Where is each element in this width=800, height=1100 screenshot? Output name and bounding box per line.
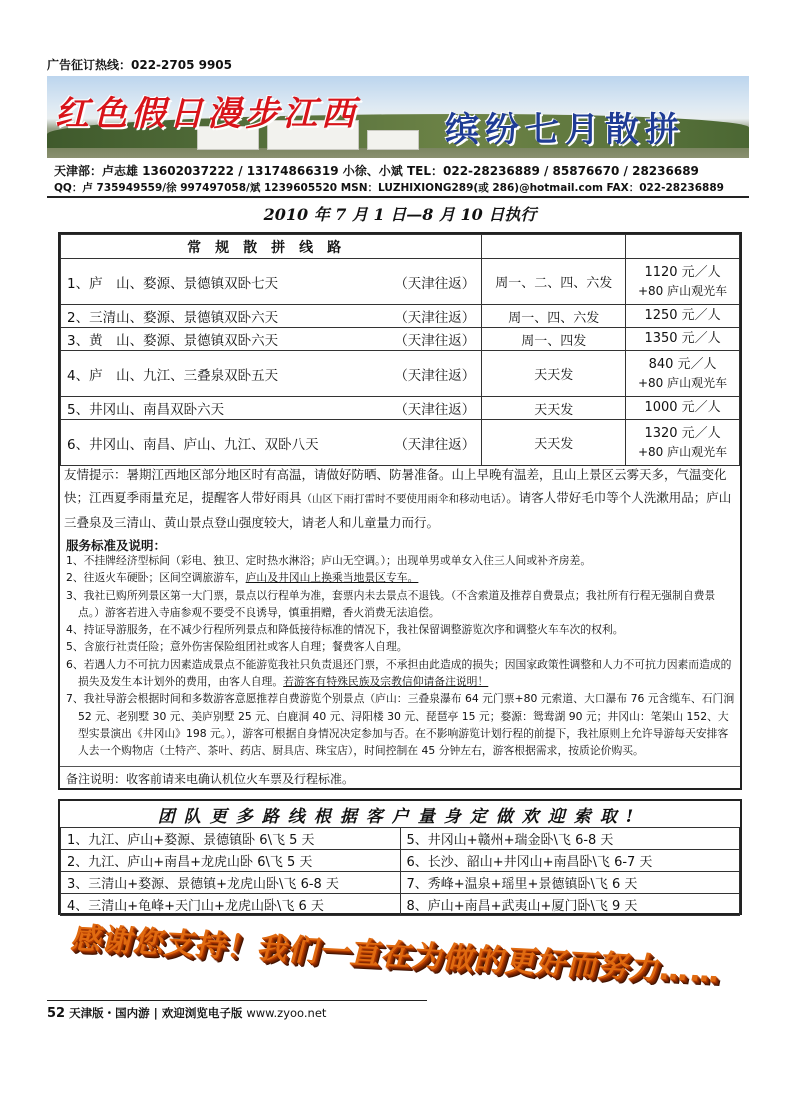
ad-hotline: 广告征订热线：022-2705 9905 bbox=[47, 58, 233, 72]
group-route: 2、九江、庐山+南昌+龙虎山卧 6\飞 5 天 bbox=[61, 850, 401, 872]
route-price: 1250 元／人 bbox=[626, 305, 740, 328]
remark: 备注说明：收客前请来电确认机位火车票及行程标准。 bbox=[66, 772, 355, 786]
group-route: 8、庐山+南昌+武夷山+厦门卧\飞 9 天 bbox=[400, 894, 740, 916]
route-frequency: 天天发 bbox=[482, 351, 626, 397]
edition-label: 天津版・国内游 bbox=[69, 1006, 150, 1020]
group-route: 6、长沙、韶山+井冈山+南昌卧\飞 6-7 天 bbox=[400, 850, 740, 872]
website-link[interactable]: www.zyoo.net bbox=[246, 1006, 327, 1020]
service-item: 4、持证导游服务，在不减少行程所列景点和降低接待标准的情况下，我社保留调整游览次序和调整火车车次的权利。 bbox=[66, 623, 624, 637]
service-item: 5、含旅行社责任险；意外伤害保险组团社或客人自理；餐费客人自理。 bbox=[66, 640, 408, 654]
divider bbox=[60, 766, 740, 767]
routes-table bbox=[60, 234, 740, 466]
route-price: 840 元／人 +80 庐山观光车 bbox=[626, 351, 740, 397]
group-route: 3、三清山+婺源、景德镇+龙虎山卧\飞 6-8 天 bbox=[61, 872, 401, 894]
divider bbox=[47, 196, 749, 198]
service-item: 6、若遇人力不可抗力因素造成景点不能游览我社只负责退还门票，不承担由此造成的损失；因国家政策性调整和人力不可抗力因素而造成的损失及发生本计划外的费用，由客人自理。若游客有特殊民族及宗教信仰请备注说明！ bbox=[66, 657, 732, 689]
route-price: 1350 元／人 bbox=[626, 328, 740, 351]
routes-header-blank bbox=[482, 235, 626, 259]
route-row bbox=[61, 397, 740, 420]
date-line: 2010 年 7 月 1 日—8 月 10 日执行 bbox=[263, 205, 537, 224]
route-row bbox=[61, 351, 740, 397]
table-row bbox=[61, 872, 740, 894]
service-item: 2、往返火车硬卧；区间空调旅游车，庐山及井冈山上换乘当地景区专车。 bbox=[66, 571, 419, 585]
group-route: 4、三清山+龟峰+天门山+龙虎山卧\飞 6 天 bbox=[61, 894, 401, 916]
route-name: 3、黄 山、婺源、景德镇双卧六天 （天津往返） bbox=[61, 328, 482, 351]
group-route: 5、井冈山+赣州+瑞金卧\飞 6-8 天 bbox=[400, 828, 740, 850]
route-name: 1、庐 山、婺源、景德镇双卧七天 （天津往返） bbox=[61, 259, 482, 305]
route-price: 1000 元／人 bbox=[626, 397, 740, 420]
banner-building-image bbox=[367, 130, 419, 150]
route-row bbox=[61, 305, 740, 328]
table-row bbox=[61, 894, 740, 916]
footer-slogan: 欢迎浏览电子版 bbox=[161, 1006, 243, 1020]
table-row bbox=[61, 850, 740, 872]
routes-header: 常规散拼线路 bbox=[61, 235, 482, 259]
group-route: 1、九江、庐山+婺源、景德镇卧 6\飞 5 天 bbox=[61, 828, 401, 850]
service-item: 7、我社导游会根据时间和多数游客意愿推荐自费游览个别景点（庐山：三叠泉瀑布 64 元门票+80 元索道、大口瀑布 76 元含缆车、石门涧 52 元、老别墅 30 元、美庐别墅 25 元、白鹿洞 40 元、浔阳楼 30 元、琵琶亭 15 元；婺源：鸳鸯湖 90 元；井冈山：笔架山 152、大型实景演出《井冈山》198 元。），游客可根据自身情况决定参加与否。在不影响游览计划行程的前提下，我社原则上允许导游每天安排客人去一个购物店（土特产、茶叶、药店、厨具店、珠宝店），时间控制在 45 分钟左右，游客根据需求，按质论价购买。 bbox=[66, 692, 735, 758]
page-footer bbox=[47, 1005, 326, 1021]
group-route: 7、秀峰+温泉+瑶里+景德镇卧\飞 6 天 bbox=[400, 872, 740, 894]
thanks-slogan: 感谢您支持！我们一直在为做的更好而努力…… bbox=[70, 920, 721, 991]
route-row bbox=[61, 259, 740, 305]
routes-header-blank bbox=[626, 235, 740, 259]
route-frequency: 周一、二、四、六发 bbox=[482, 259, 626, 305]
route-row bbox=[61, 420, 740, 466]
service-item: 3、我社已购所列景区第一大门票，景点以行程单为准，套票内未去景点不退钱。（不含索道及推荐自费景点；我社所有行程无强制自费景点。）游客若进入寺庙参观不要受不良诱导，慎重捐赠，香火消费无法追偿。 bbox=[66, 588, 716, 619]
table-row bbox=[61, 828, 740, 850]
footer-separator: | bbox=[153, 1006, 158, 1020]
routes-header-row bbox=[61, 235, 740, 259]
page-number: 52 bbox=[47, 1006, 66, 1021]
route-price: 1120 元／人 +80 庐山观光车 bbox=[626, 259, 740, 305]
group-title: 团队更多路线根据客户量身定做欢迎索取! bbox=[157, 807, 643, 827]
route-name: 2、三清山、婺源、景德镇双卧六天 （天津往返） bbox=[61, 305, 482, 328]
route-row bbox=[61, 328, 740, 351]
service-list bbox=[66, 552, 736, 760]
group-routes-table bbox=[60, 827, 740, 916]
route-name: 6、井冈山、南昌、庐山、九江、双卧八天 （天津往返） bbox=[61, 420, 482, 466]
contact-line: 天津部：卢志雄 13602037222 / 13174866319 小徐、小斌 TEL：022-28236889 / 85876670 / 28236689 bbox=[54, 164, 699, 178]
service-heading: 服务标准及说明： bbox=[66, 538, 167, 553]
friendly-notice: 友情提示：暑期江西地区部分地区时有高温，请做好防晒、防暑准备。山上早晚有温差，且山上景区云雾天多，气温变化快；江西夏季雨量充足，提醒客人带好雨具（山区下雨打雷时不要使用雨伞和移动电话）。请客人带好毛巾等个人洗漱用品；庐山三叠泉及三清山、黄山景点登山强度较大，请老人和儿童量力而行。 bbox=[64, 467, 732, 530]
service-item: 1、不挂牌经济型标间（彩电、独卫、定时热水淋浴；庐山无空调。）；出现单男或单女入住三人间或补齐房差。 bbox=[66, 554, 592, 567]
route-frequency: 天天发 bbox=[482, 397, 626, 420]
divider bbox=[47, 1000, 427, 1001]
route-frequency: 周一、四发 bbox=[482, 328, 626, 351]
route-frequency: 天天发 bbox=[482, 420, 626, 466]
banner-title-right: 缤纷七月散拼 bbox=[445, 110, 685, 150]
route-name: 4、庐 山、九江、三叠泉双卧五天 （天津往返） bbox=[61, 351, 482, 397]
header-banner bbox=[47, 76, 749, 158]
contact-line: QQ：卢 735949559/徐 997497058/斌 1239605520 MSN：LUZHIXIONG289(或 286)@hotmail.com FAX：022-28236889 bbox=[54, 182, 724, 194]
banner-title-left: 红色假日漫步江西 bbox=[55, 94, 359, 134]
route-frequency: 周一、四、六发 bbox=[482, 305, 626, 328]
route-name: 5、井冈山、南昌双卧六天 （天津往返） bbox=[61, 397, 482, 420]
route-price: 1320 元／人 +80 庐山观光车 bbox=[626, 420, 740, 466]
